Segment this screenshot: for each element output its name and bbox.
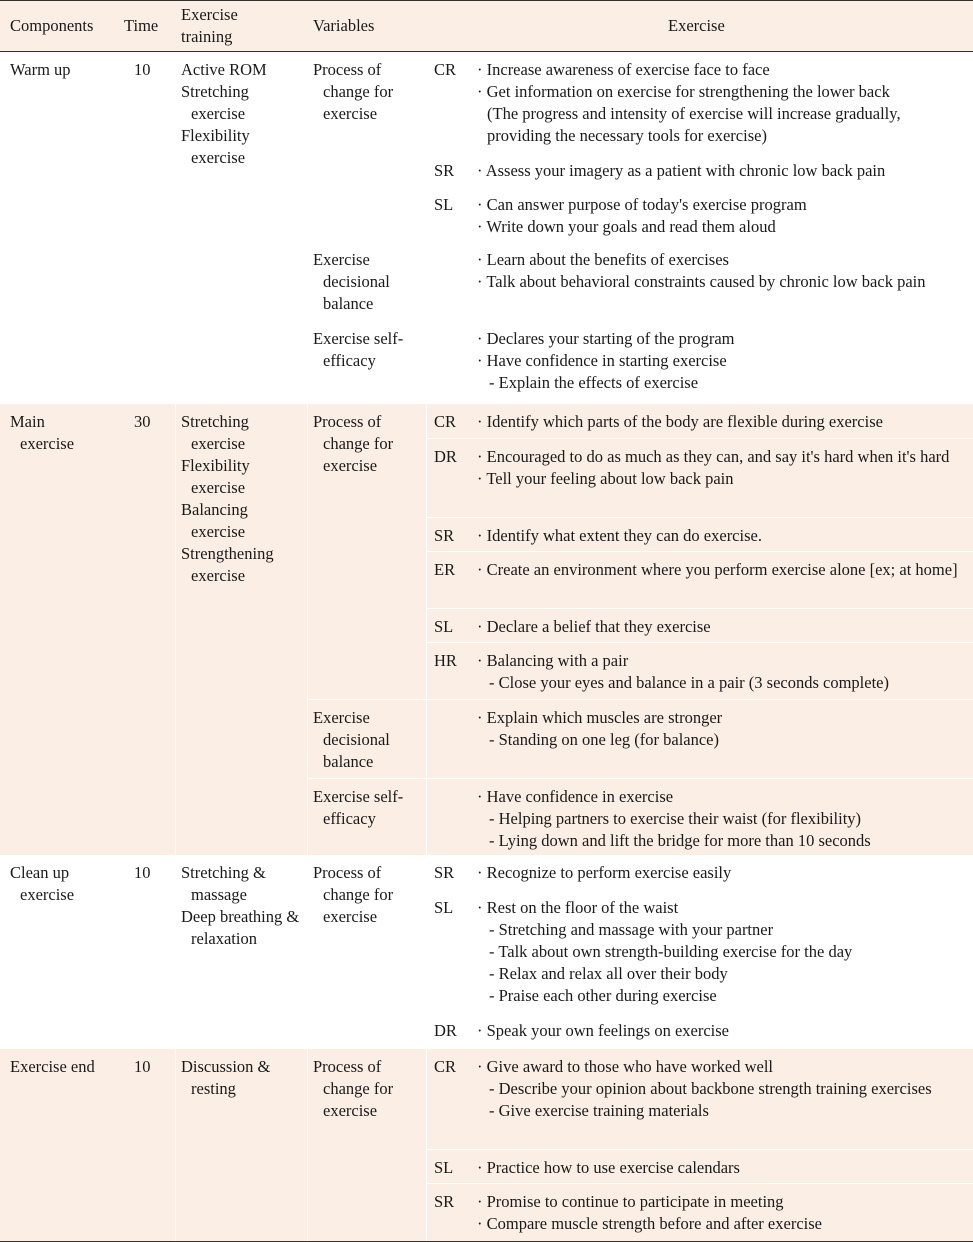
row-divider: [426, 551, 973, 552]
process-code: SR: [434, 1192, 455, 1211]
exercise-line: - Explain the effects of exercise: [489, 373, 699, 392]
exercise-line: · Can answer purpose of today's exercise program: [477, 195, 807, 214]
exercise-line: · Practice how to use exercise calendars: [477, 1158, 740, 1177]
exercise-lines: [477, 59, 962, 147]
exercise-line: · Identify which parts of the body are flexible during exercise: [477, 412, 883, 431]
variable-name: Exercise decisional balance: [313, 250, 390, 313]
training-item: Discussion & resting: [181, 1057, 271, 1098]
exercise-lines: [477, 559, 962, 581]
exercise-line: - Relax and relax all over their body: [489, 964, 728, 983]
group-2: [0, 855, 973, 1049]
exercise-line: - Helping partners to exercise their waist (for flexibility): [489, 809, 862, 828]
process-code: SR: [434, 526, 455, 545]
training-item: Stretching exercise: [181, 412, 249, 453]
exercise-lines: [477, 616, 962, 638]
exercise-line: - Close your eyes and balance in a pair (3 seconds complete): [489, 673, 889, 692]
exercise-line: - Lying down and lift the bridge for more than 10 seconds: [489, 831, 871, 850]
training-item: Flexibility exercise: [181, 456, 250, 497]
header-exercise: Exercise: [668, 16, 725, 35]
exercise-line: · Declare a belief that they exercise: [477, 617, 711, 636]
process-code: CR: [434, 1057, 457, 1076]
process-code: DR: [434, 1021, 457, 1040]
column-divider: [307, 855, 308, 1049]
group-3: [0, 1049, 973, 1242]
training-item: Deep breathing & relaxation: [181, 907, 300, 948]
exercise-line: · Recognize to perform exercise easily: [477, 863, 732, 882]
header-variables: Variables: [313, 16, 375, 35]
exercise-line: - Praise each other during exercise: [489, 986, 717, 1005]
exercise-line: · Have confidence in exercise: [477, 787, 674, 806]
process-code: SR: [434, 161, 455, 180]
row-divider: [426, 438, 973, 439]
row-divider: [426, 1012, 973, 1013]
exercise-line: - Give exercise training materials: [489, 1101, 709, 1120]
training-item: Strengthening exercise: [181, 544, 274, 585]
exercise-line: · Declares your starting of the program: [477, 329, 735, 348]
exercise-line: · Talk about behavioral constraints caused by chronic low back pain: [477, 272, 926, 291]
exercise-lines: [477, 786, 962, 852]
row-divider: [426, 1149, 973, 1150]
exercise-lines: [477, 249, 962, 293]
exercise-line: · Give award to those who have worked well: [477, 1057, 773, 1076]
process-code: SL: [434, 617, 454, 636]
row-divider: [426, 517, 973, 518]
exercise-lines: [477, 1020, 962, 1042]
row-divider: [307, 320, 973, 321]
header-components: Components: [10, 16, 94, 35]
column-divider: [426, 52, 427, 404]
process-code: ER: [434, 560, 456, 579]
exercise-lines: [477, 328, 962, 394]
exercise-lines: [477, 1191, 962, 1235]
training-item: Balancing exercise: [181, 500, 248, 541]
group-0: [0, 52, 973, 404]
exercise-line: · Get information on exercise for strengthening the lower back: [477, 82, 890, 101]
table-header: [0, 0, 973, 52]
exercise-line: · Assess your imagery as a patient with chronic low back pain: [477, 161, 886, 180]
column-divider: [426, 404, 427, 855]
column-divider: [307, 52, 308, 404]
row-divider: [307, 699, 973, 700]
exercise-lines: [477, 1157, 962, 1179]
header-training: Exercise training: [181, 5, 238, 46]
variable-name: Exercise self-efficacy: [313, 787, 404, 828]
exercise-line: - Stretching and massage with your partner: [489, 920, 774, 939]
component-name: Exercise end: [10, 1057, 95, 1076]
exercise-line: · Create an environment where you perform exercise alone [ex; at home]: [477, 560, 958, 579]
process-code: SL: [434, 195, 454, 214]
column-divider: [175, 855, 176, 1049]
time-value: 30: [134, 412, 151, 431]
column-divider: [175, 1049, 176, 1241]
exercise-lines: [477, 411, 962, 433]
exercise-line: - Describe your opinion about backbone strength training exercises: [489, 1079, 932, 1098]
process-code: HR: [434, 651, 457, 670]
exercise-lines: [477, 707, 962, 751]
process-code: SL: [434, 898, 454, 917]
exercise-lines: [477, 897, 962, 1007]
training-list: [181, 59, 306, 169]
training-list: [181, 411, 306, 587]
exercise-line: · Learn about the benefits of exercises: [477, 250, 729, 269]
table-body: [0, 52, 973, 1242]
training-list: [181, 862, 306, 950]
exercise-lines: [477, 160, 962, 182]
exercise-lines: [477, 525, 962, 547]
variable-name: Process of change for exercise: [313, 1057, 394, 1120]
column-divider: [426, 1049, 427, 1241]
process-code: SL: [434, 1158, 454, 1177]
exercise-lines: [477, 446, 962, 490]
column-divider: [175, 404, 176, 855]
exercise-line: · Promise to continue to participate in meeting: [477, 1192, 784, 1211]
exercise-lines: [477, 650, 962, 694]
component-name: Warm up: [10, 60, 71, 79]
training-item: Stretching exercise: [181, 82, 249, 123]
header-time: Time: [124, 16, 159, 35]
exercise-line: · Encouraged to do as much as they can, and say it's hard when it's hard: [477, 447, 950, 466]
row-divider: [426, 642, 973, 643]
exercise-lines: [477, 194, 962, 238]
row-divider: [426, 186, 973, 187]
exercise-line: · Identify what extent they can do exercise.: [477, 526, 762, 545]
row-divider: [307, 241, 973, 242]
training-item: Flexibility exercise: [181, 126, 250, 167]
exercise-line: - Standing on one leg (for balance): [489, 730, 720, 749]
column-divider: [307, 1049, 308, 1241]
exercise-line: · Have confidence in starting exercise: [477, 351, 727, 370]
row-divider: [307, 778, 973, 779]
time-value: 10: [134, 863, 151, 882]
component-name: Clean up exercise: [10, 863, 75, 904]
component-name: Main exercise: [10, 412, 75, 453]
exercise-line: (The progress and intensity of exercise will increase gradually, providing the necessary tools for exercise): [487, 104, 901, 145]
exercise-line: · Explain which muscles are stronger: [477, 708, 723, 727]
exercise-line: · Balancing with a pair: [477, 651, 629, 670]
variable-name: Exercise self-efficacy: [313, 329, 404, 370]
variable-name: Process of change for exercise: [313, 60, 394, 123]
process-code: SR: [434, 863, 455, 882]
exercise-line: · Tell your feeling about low back pain: [477, 469, 734, 488]
exercise-lines: [477, 862, 962, 884]
process-code: CR: [434, 412, 457, 431]
training-item: Stretching & massage: [181, 863, 266, 904]
variable-name: Exercise decisional balance: [313, 708, 390, 771]
row-divider: [426, 889, 973, 890]
column-divider: [307, 404, 308, 855]
exercise-line: · Write down your goals and read them aloud: [477, 217, 776, 236]
column-divider: [175, 52, 176, 404]
variable-name: Process of change for exercise: [313, 863, 394, 926]
exercise-line: · Speak your own feelings on exercise: [477, 1021, 730, 1040]
variable-name: Process of change for exercise: [313, 412, 394, 475]
process-code: CR: [434, 60, 457, 79]
time-value: 10: [134, 60, 151, 79]
row-divider: [426, 1183, 973, 1184]
exercise-line: · Increase awareness of exercise face to face: [477, 60, 770, 79]
exercise-lines: [477, 1056, 962, 1122]
group-1: [0, 404, 973, 855]
row-divider: [426, 152, 973, 153]
training-item: Active ROM: [181, 60, 267, 79]
column-divider: [426, 855, 427, 1049]
exercise-line: · Compare muscle strength before and after exercise: [477, 1214, 822, 1233]
training-list: [181, 1056, 306, 1100]
exercise-line: - Talk about own strength-building exercise for the day: [489, 942, 853, 961]
process-code: DR: [434, 447, 457, 466]
time-value: 10: [134, 1057, 151, 1076]
exercise-line: · Rest on the floor of the waist: [477, 898, 679, 917]
row-divider: [426, 608, 973, 609]
